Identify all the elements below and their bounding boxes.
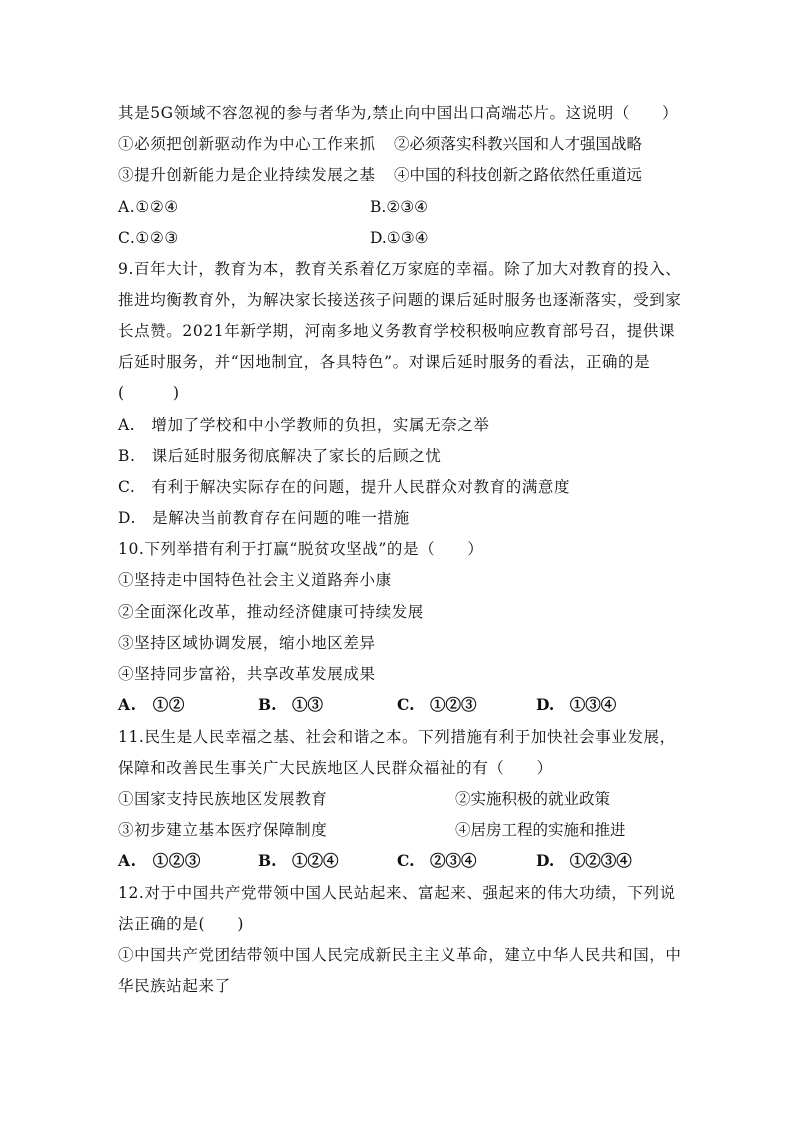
q10-statement-2: ②全面深化改革，推动经济健康可持续发展 [118,603,424,621]
q8-statement-2: ②必须落实科教兴国和人才强国战略 [394,135,643,153]
q11-statement-4: ④居房工程的实施和推进 [455,821,626,839]
q11-stem-line-2: 保障和改善民生事关广大民族地区人民群众福祉的有（ ） [118,759,553,777]
q10-statement-1: ①坚持走中国特色社会主义道路奔小康 [118,571,392,589]
q10-statement-4: ④坚持同步富裕，共享改革发展成果 [118,665,376,683]
q9-answer-blank: ( ) [118,384,180,402]
q9-option-c: C. 有利于解决实际存在的问题，提升人民群众对教育的满意度 [118,478,571,496]
q9-stem-line-2: 推进均衡教育外，为解决家长接送孩子问题的课后延时服务也逐渐落实，受到家 [118,291,682,309]
q11-statement-2: ②实施积极的就业政策 [455,790,611,808]
q8-statement-4: ④中国的科技创新之路依然任重道远 [394,166,643,184]
q11-option-d: D. ①②③④ [536,851,632,870]
q9-stem-line-3: 长点赞。2021年新学期，河南多地义务教育学校积极响应教育部号召，提供课 [118,322,676,340]
q10-statement-3: ③坚持区域协调发展，缩小地区差异 [118,634,376,652]
q12-stem-line-2: 法正确的是( ) [118,915,244,933]
q8-option-c: C.①②③ [118,229,179,247]
q11-statement-3: ③初步建立基本医疗保障制度 [118,821,328,839]
q10-option-a: A. ①② [118,695,185,714]
q8-stem-tail: 其是5G领域不容忽视的参与者华为,禁止向中国出口高端芯片。这说明（ ） [118,104,679,122]
q10-option-c: C. ①②③ [397,695,477,714]
q8-statement-1: ①必须把创新驱动作为中心工作来抓 [118,135,376,153]
q10-stem: 10.下列举措有利于打赢“脱贫攻坚战”的是（ ） [118,540,484,558]
q12-stem-line-1: 12.对于中国共产党带领中国人民站起来、富起来、强起来的伟大功绩，下列说 [118,884,676,902]
q10-option-b: B. ①③ [258,695,323,714]
q11-option-b: B. ①②④ [258,851,339,870]
q8-option-a: A.①②④ [118,198,179,216]
q11-stem-line-1: 11.民生是人民幸福之基、社会和谐之本。下列措施有利于加快社会事业发展， [118,728,676,746]
q9-option-a: A. 增加了学校和中小学教师的负担，实属无奈之举 [118,416,490,434]
q8-statement-3: ③提升创新能力是企业持续发展之基 [118,166,376,184]
q11-statement-1: ①国家支持民族地区发展教育 [118,790,328,808]
q11-option-a: A. ①②③ [118,851,202,870]
q8-option-b: B.②③④ [370,198,429,216]
q12-statement-1-line-2: 华民族站起来了 [118,977,231,995]
q12-statement-1-line-1: ①中国共产党团结带领中国人民完成新民主主义革命，建立中华人民共和国，中 [118,946,682,964]
q9-option-d: D. 是解决当前教育存在问题的唯一措施 [118,509,410,527]
q9-stem-line-1: 9.百年大计，教育为本，教育关系着亿万家庭的幸福。除了加大对教育的投入、 [118,260,682,278]
q9-stem-line-4: 后延时服务，并“因地制宜，各具特色”。对课后延时服务的看法，正确的是 [118,353,651,371]
q8-option-d: D.①③④ [370,229,429,247]
q9-option-b: B. 课后延时服务彻底解决了家长的后顾之忧 [118,447,442,465]
q10-option-d: D. ①③④ [536,695,617,714]
q11-option-c: C. ②③④ [397,851,477,870]
